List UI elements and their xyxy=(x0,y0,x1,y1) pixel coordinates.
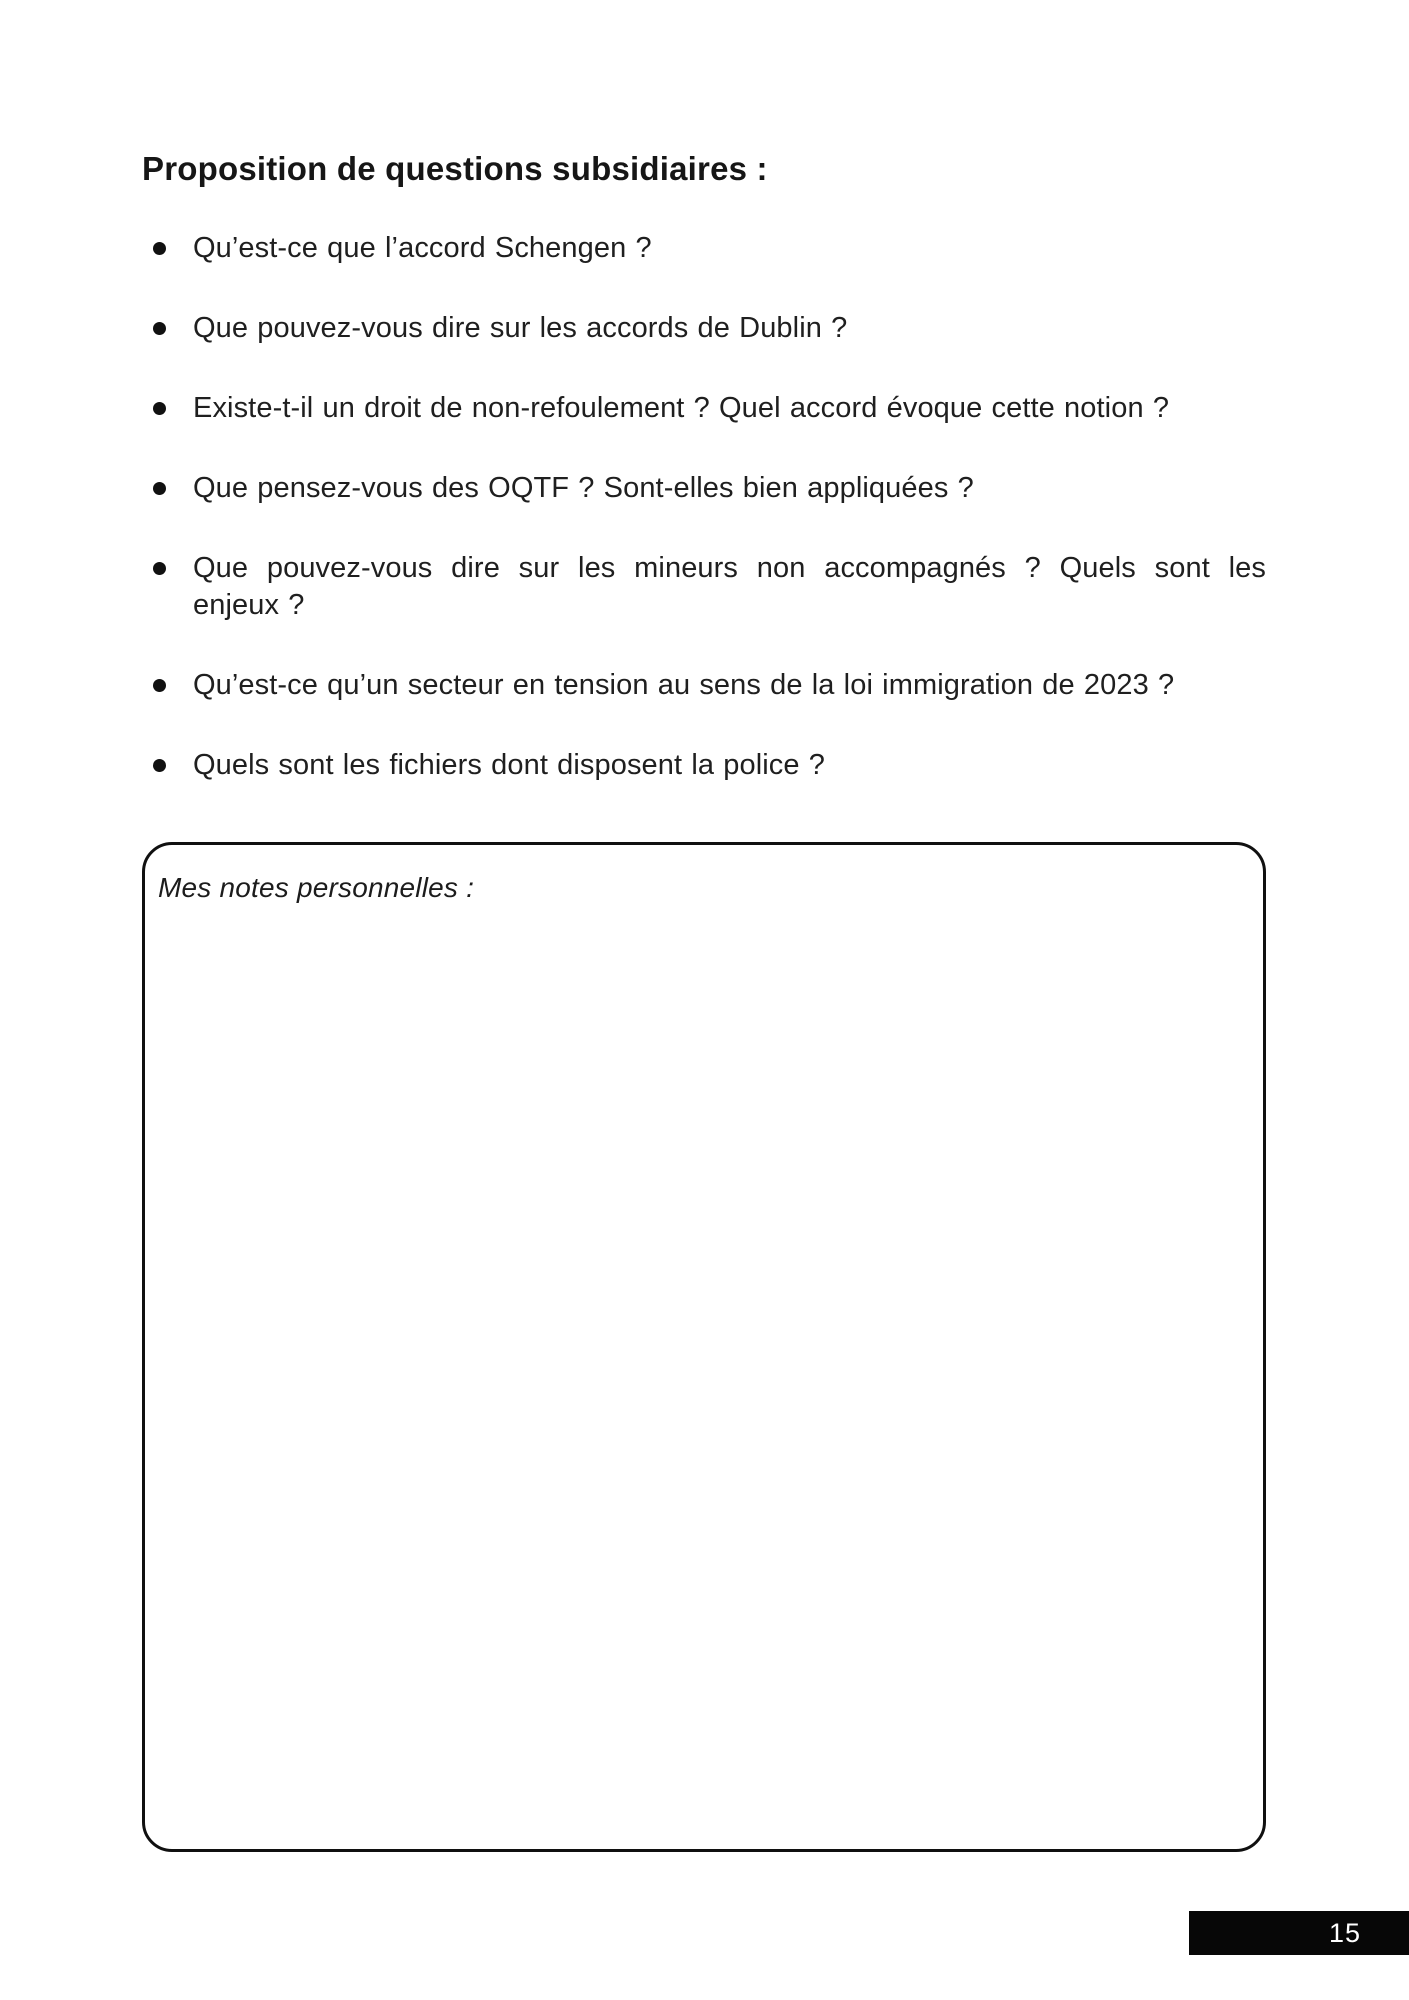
page-number: 15 xyxy=(1328,1917,1362,1948)
list-item xyxy=(142,390,1266,427)
page-title: Proposition de questions subsidiaires : xyxy=(142,150,768,187)
question-text: Que pouvez-vous dire sur les mineurs non accompagnés ? Quels sont les enjeux ? xyxy=(193,552,1266,621)
page-number-badge xyxy=(1189,1911,1409,1955)
notes-box xyxy=(142,842,1266,1852)
list-item xyxy=(142,310,1266,347)
list-item xyxy=(142,470,1266,507)
bullet-icon xyxy=(153,562,166,575)
bullet-icon xyxy=(153,402,166,415)
question-text: Que pensez-vous des OQTF ? Sont-elles bien appliquées ? xyxy=(193,472,974,504)
bullet-icon xyxy=(153,322,166,335)
question-text: Que pouvez-vous dire sur les accords de Dublin ? xyxy=(193,312,848,344)
bullet-icon xyxy=(153,679,166,692)
question-text: Existe-t-il un droit de non-refoulement ? Quel accord évoque cette notion ? xyxy=(193,392,1170,424)
bullet-icon xyxy=(153,242,166,255)
bullet-icon xyxy=(153,482,166,495)
question-text: Qu’est-ce qu’un secteur en tension au sens de la loi immigration de 2023 ? xyxy=(193,669,1175,701)
list-item xyxy=(142,230,1266,267)
bullet-icon xyxy=(153,759,166,772)
question-text: Quels sont les fichiers dont disposent la police ? xyxy=(193,749,826,781)
list-item xyxy=(142,747,1266,784)
list-item xyxy=(142,550,1266,624)
question-text: Qu’est-ce que l’accord Schengen ? xyxy=(193,232,652,264)
question-list xyxy=(142,230,1266,784)
notes-label: Mes notes personnelles : xyxy=(158,872,475,903)
page-content xyxy=(142,0,1266,1852)
list-item xyxy=(142,667,1266,704)
